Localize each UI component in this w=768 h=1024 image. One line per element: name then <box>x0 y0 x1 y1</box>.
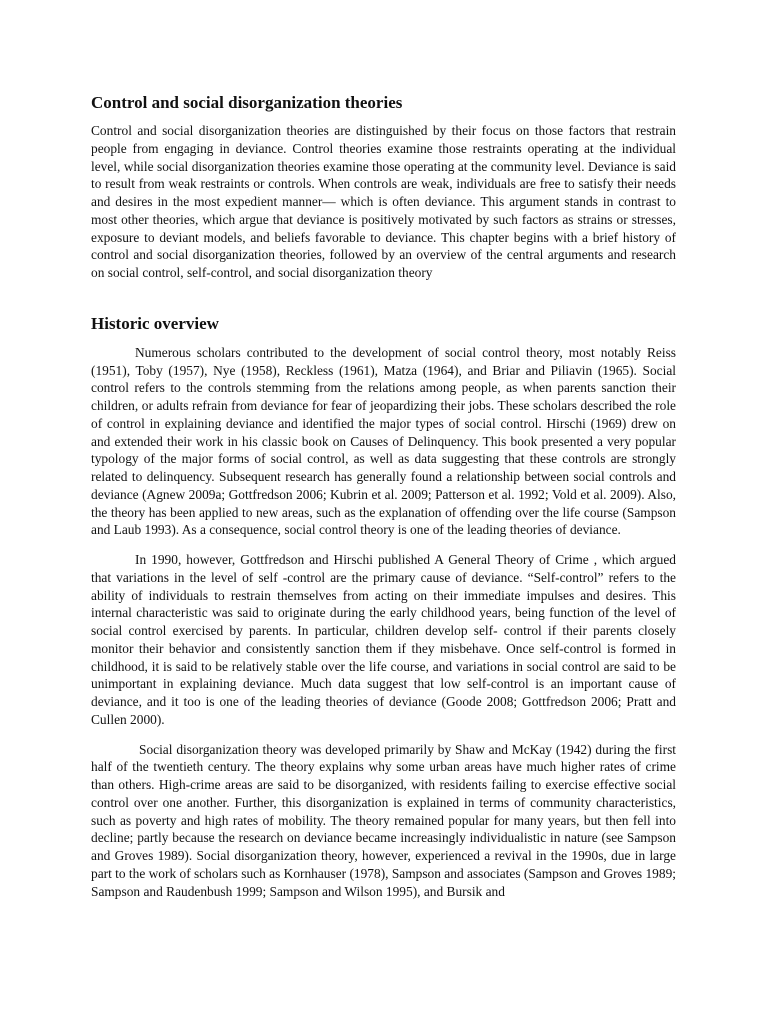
paragraph-social-control: Numerous scholars contributed to the development of social control theory, most notably Reiss (1951), Toby (1957), Nye (1958), Reckless (1961), Matza (1964), and Briar and Piliavin (1965). Social control refers to the controls stemming from the relations among people, as when parents sanction their children, or adults refrain from deviance for fear of jeopardizing their jobs. These scholars described the role of control in explaining deviance and identified the major types of social control. Hirschi (1969) drew on and extended their work in his classic book on Causes of Delinquency. This book presented a very popular typology of the major forms of social control, as well as data suggesting that these controls are strongly related to delinquency. Subsequent research has generally found a relationship between social controls and deviance (Agnew 2009a; Gottfredson 2006; Kubrin et al. 2009; Patterson et al. 1992; Vold et al. 2009). Also, the theory has been applied to new areas, such as the explanation of offending over the life course (Sampson and Laub 1993). As a consequence, social control theory is one of the leading theories of deviance. <box>91 344 676 538</box>
document-page <box>91 92 676 900</box>
section-heading-control-theories: Control and social disorganization theories <box>91 93 403 112</box>
paragraph-social-disorganization: Social disorganization theory was developed primarily by Shaw and McKay (1942) during the first half of the twentieth century. The theory explains why some urban areas have much higher rates of crime than others. High-crime areas are said to be disorganized, with residents failing to exercise effective social control over one another. Further, this disorganization is explained in terms of community characteristics, such as poverty and high rates of mobility. The theory remained popular for many years, but then fell into decline; partly because the research on deviance became increasingly individualistic in nature (see Sampson and Groves 1989). Social disorganization theory, however, experienced a revival in the 1990s, due in large part to the work of scholars such as Kornhauser (1978), Sampson and associates (Sampson and Groves 1989; Sampson and Raudenbush 1999; Sampson and Wilson 1995), and Bursik and <box>91 741 676 899</box>
intro-paragraph: Control and social disorganization theories are distinguished by their focus on those factors that restrain people from engaging in deviance. Control theories examine those restraints operating at the individual level, while social disorganization theories examine those operating at the community level. Deviance is said to result from weak restraints or controls. When controls are weak, individuals are free to satisfy their needs and desires in the most expedient manner— which is often deviance. This argument stands in contrast to most other theories, which argue that deviance is positively motivated by such factors as strains or stresses, exposure to deviant models, and beliefs favorable to deviance. This chapter begins with a brief history of control and social disorganization theories, followed by an overview of the central arguments and research on social control, self-control, and social disorganization theory <box>91 123 676 280</box>
section-heading-historic-overview: Historic overview <box>91 313 219 333</box>
paragraph-self-control: In 1990, however, Gottfredson and Hirschi published A General Theory of Crime , which argued that variations in the level of self -control are the primary cause of deviance. “Self-control” refers to the ability of individuals to restrain themselves from acting on their immediate impulses and desires. This internal characteristic was said to originate during the early childhood years, being function of the level of social control exercised by parents. In particular, children develop self- control if their parents closely monitor their behavior and consistently sanction them if they misbehave. Once self-control is formed in childhood, it is said to be relatively stable over the life course, and variations in social control are said to be unimportant in explaining deviance. Much data suggest that low self-control is an important cause of deviance, and it too is one of the leading theories of deviance (Goode 2008; Gottfredson 2006; Pratt and Cullen 2000). <box>91 552 676 727</box>
